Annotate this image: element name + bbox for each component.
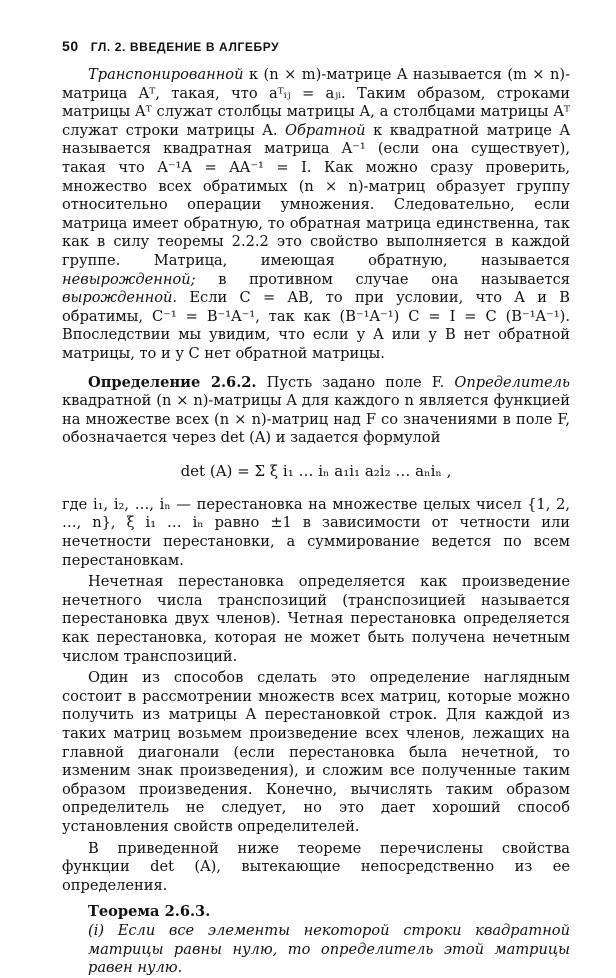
term-singular: вырожденной. [62,289,178,307]
odd-permutation-paragraph: Нечетная перестановка определяется как произведение нечетного числа транспозиций (транспозицией называется перестановка двух членов). Четная перестановка определяется как перестановка, которая не может быть получена нечетным числом транспозиций. [62,573,570,665]
definition-paragraph [62,374,570,448]
definition-text-1: Пусть задано поле F. [256,373,455,391]
theorem-item-1: (i) Если все элементы некоторой строки квадратной матрицы равны нулю, то определитель этой матрицы равен нулю. [88,921,570,977]
where-paragraph: где i₁, i₂, …, iₙ — перестановка на множестве целых чисел {1, 2, …, n}, ξ i₁ … iₙ равно ±1 в зависимости от четности или нечетности перестановки, а суммирование ведется по всем перестановкам. [62,495,570,569]
term-inverse: Обратной [285,121,366,139]
transpose-text-3: в противном случае она называется [195,270,570,288]
determinant-formula: det (A) = Σ ξ i₁ … iₙ a₁i₁ a₂i₂ … aₙiₙ , [180,461,452,480]
theorem-label: Теорема 2.6.3. [88,903,211,921]
running-title: ГЛ. 2. ВВЕДЕНИЕ В АЛГЕБРУ [90,40,280,54]
transpose-text-1: к (n × m)-матрице A называется (m × n)-матрица Aᵀ, такая, что aᵀᵢⱼ = aⱼᵢ. Таким образом, строками матрицы Aᵀ служат столбцы матрицы A, а столбцами матрицы Aᵀ служат строки матрицы A. [62,66,570,139]
definition-text-2: квадратной (n × n)-матрицы A для каждого n является функцией на множестве всех (n × n)-матриц над F со значениями в поле F, обозначается через det (A) и задается формулой [62,392,570,447]
transpose-paragraph [62,66,570,364]
running-header [62,38,570,54]
term-determinant: Определитель [454,373,570,391]
transpose-text-2: к квадратной матрице A называется квадратная матрица A⁻¹ (если она существует), такая что A⁻¹A = AA⁻¹ = I. Как можно сразу проверить, множество всех обратимых (n × n)-матриц образует группу относительно операции умножения. Следовательно, если матрица имеет обратную, то обратная матрица единственна, так как в силу теоремы 2.2.2 это свойство выполняется в каждой группе. Матрица, имеющая обратную, называется [62,121,570,269]
term-nonsingular: невырожденной; [62,270,196,288]
term-transpose: Транспонированной [88,66,244,83]
book-page [62,38,570,978]
visual-definition-paragraph: Один из способов сделать это определение наглядным состоит в рассмотрении множеств всех матриц, которые можно получить из матрицы A перестановкой строк. Для каждой из таких матриц возьмем произведение всех членов, лежащих на главной диагонали (если перестановка была нечетной, то изменим знак произведения), и сложим все полученные таким образом произведения. Конечно, вычислять таким образом определитель не следует, но это дает хороший способ установления свойств определителей. [62,669,570,835]
transpose-text-4: Если C = AB, то при условии, что A и B обратимы, C⁻¹ = B⁻¹A⁻¹, так как (B⁻¹A⁻¹) C = I = C (B⁻¹A⁻¹). Впоследствии мы увидим, что если у A или у B нет обратной матрицы, то и у C нет обратной матрицы. [62,289,570,362]
definition-label: Определение 2.6.2. [88,373,257,391]
theorem-intro-paragraph: В приведенной ниже теореме перечислены свойства функции det (A), вытекающие непосредственно из ее определения. [62,839,570,894]
page-number: 50 [62,38,79,54]
